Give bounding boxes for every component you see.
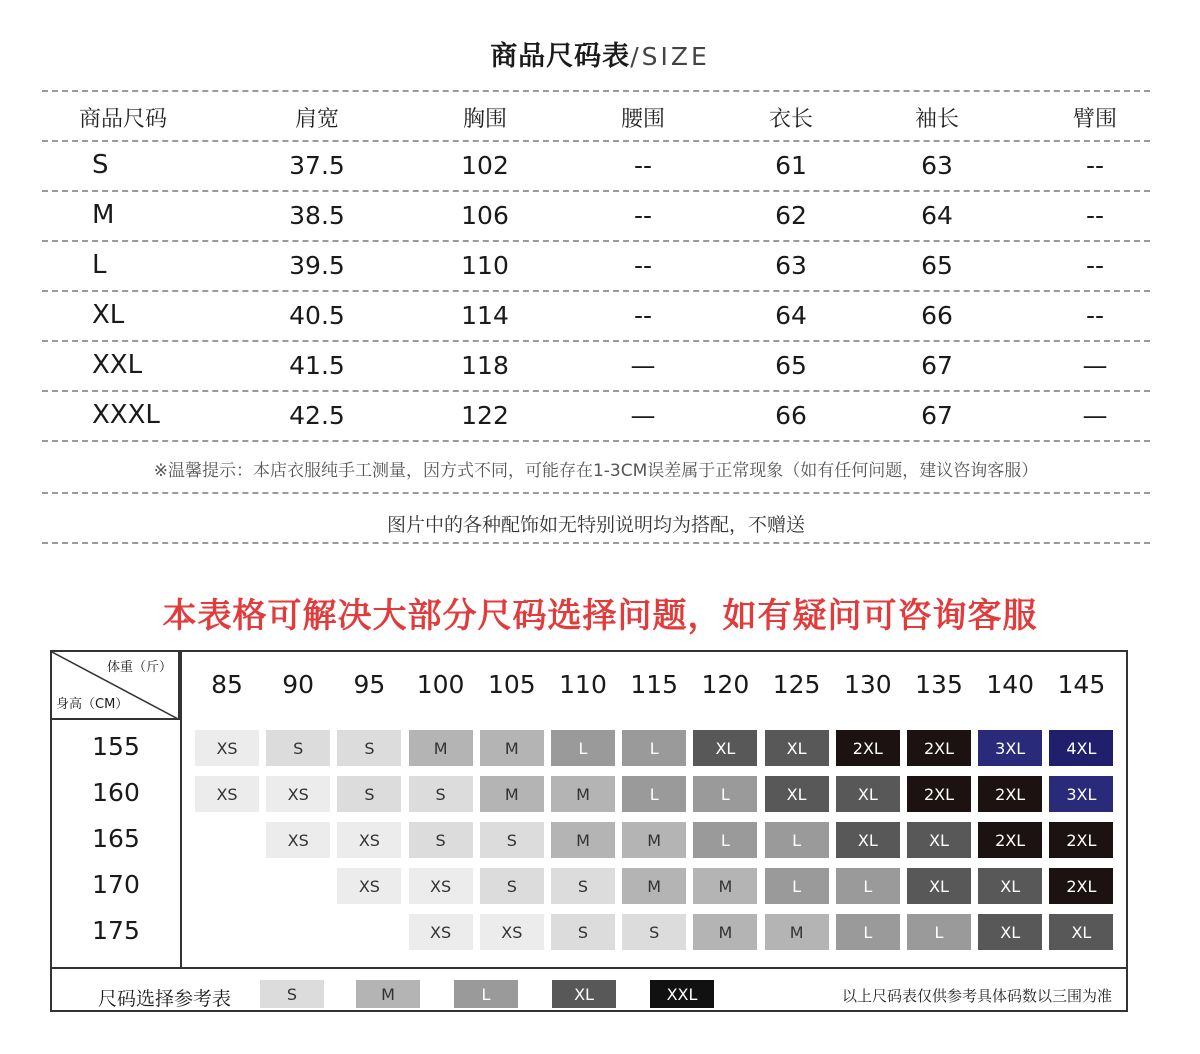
- size-cell: 2XL: [907, 730, 971, 766]
- weight-header: 85: [211, 670, 243, 699]
- size-cell: L: [765, 868, 829, 904]
- size-cell: S: [622, 914, 686, 950]
- divider: [42, 542, 1150, 544]
- table-cell: 63: [775, 250, 807, 280]
- size-cell: XS: [195, 730, 259, 766]
- size-cell: 2XL: [978, 822, 1042, 858]
- column-header: 商品尺码: [78, 106, 167, 132]
- table-cell: 65: [775, 350, 807, 380]
- table-cell: —: [1082, 350, 1108, 380]
- size-cell: L: [836, 868, 900, 904]
- size-cell: 4XL: [1049, 730, 1113, 766]
- table-row: [42, 190, 1150, 240]
- size-cell: 2XL: [907, 776, 971, 812]
- table-cell: —: [1082, 400, 1108, 430]
- table-cell: 42.5: [289, 400, 345, 430]
- size-cell: M: [480, 776, 544, 812]
- accessory-note: 图片中的各种配饰如无特别说明均为搭配，不赠送: [386, 514, 805, 536]
- legend-label: 尺码选择参考表: [98, 988, 232, 1010]
- size-cell: XL: [836, 776, 900, 812]
- table-cell: 66: [775, 400, 807, 430]
- size-cell: XL: [765, 776, 829, 812]
- table-cell: 122: [461, 400, 509, 430]
- weight-header: 115: [630, 670, 679, 699]
- size-cell: M: [409, 730, 473, 766]
- size-cell: S: [409, 822, 473, 858]
- table-row: [42, 290, 1150, 340]
- size-cell: XL: [907, 822, 971, 858]
- legend-swatch: L: [454, 980, 518, 1008]
- divider: [42, 492, 1150, 494]
- table-cell: 65: [921, 250, 953, 280]
- legend-swatch: XL: [552, 980, 616, 1008]
- table-cell: --: [633, 250, 653, 280]
- table-cell: 63: [921, 150, 953, 180]
- size-table-header: [42, 92, 1150, 142]
- table-row: [42, 240, 1150, 290]
- size-cell: L: [693, 776, 757, 812]
- table-cell: 66: [921, 300, 953, 330]
- column-header: 臂围: [1072, 106, 1117, 132]
- table-cell: 40.5: [289, 300, 345, 330]
- size-label: M: [92, 200, 115, 230]
- corner-height-label: 身高（CM）: [56, 697, 129, 712]
- weight-header: 90: [282, 670, 315, 699]
- height-label: 155: [92, 732, 140, 761]
- grid-divider: [180, 652, 182, 967]
- size-cell: XS: [480, 914, 544, 950]
- size-cell: 2XL: [836, 730, 900, 766]
- size-cell: M: [765, 914, 829, 950]
- size-cell: XL: [836, 822, 900, 858]
- size-cell: S: [551, 914, 615, 950]
- table-cell: 67: [921, 350, 953, 380]
- size-cell: 2XL: [1049, 868, 1113, 904]
- size-cell: 2XL: [1049, 822, 1113, 858]
- size-cell: M: [480, 730, 544, 766]
- column-header: 胸围: [462, 106, 507, 132]
- legend-swatch: S: [260, 980, 324, 1008]
- size-cell: L: [765, 822, 829, 858]
- size-label: L: [92, 250, 107, 280]
- size-cell: L: [622, 730, 686, 766]
- size-cell: L: [693, 822, 757, 858]
- table-cell: 67: [921, 400, 953, 430]
- weight-header: 110: [559, 670, 607, 699]
- size-cell: XS: [409, 868, 473, 904]
- banner-text: 本表格可解决大部分尺码选择问题，如有疑问可咨询客服: [162, 596, 1038, 636]
- size-cell: XS: [337, 822, 401, 858]
- weight-header: 125: [772, 670, 821, 699]
- tip-note: ※温馨提示：本店衣服纯手工测量，因方式不同，可能存在1-3CM误差属于正常现象（如有任何问题，建议咨询客服）: [153, 461, 1039, 481]
- size-cell: XS: [266, 776, 330, 812]
- weight-header: 145: [1057, 670, 1106, 699]
- column-header: 腰围: [620, 106, 665, 132]
- weight-header: 130: [843, 670, 892, 699]
- corner-weight-label: 体重（斤）: [106, 660, 172, 675]
- weight-header: 135: [915, 670, 963, 699]
- table-cell: 61: [775, 150, 807, 180]
- size-cell: L: [622, 776, 686, 812]
- table-cell: 39.5: [289, 250, 345, 280]
- table-cell: --: [633, 200, 653, 230]
- size-cell: XS: [195, 776, 259, 812]
- column-header: 肩宽: [294, 106, 339, 132]
- height-label: 170: [92, 870, 140, 899]
- grid-divider: [52, 967, 1126, 969]
- table-cell: --: [1085, 150, 1105, 180]
- table-cell: —: [630, 400, 656, 430]
- table-cell: --: [633, 300, 653, 330]
- height-label: 175: [92, 916, 140, 945]
- size-cell: M: [693, 868, 757, 904]
- size-cell: M: [622, 868, 686, 904]
- size-cell: L: [907, 914, 971, 950]
- table-cell: 102: [461, 150, 509, 180]
- size-cell: XL: [907, 868, 971, 904]
- table-row: [42, 390, 1150, 440]
- size-cell: M: [551, 822, 615, 858]
- size-cell: XS: [266, 822, 330, 858]
- weight-header: 120: [701, 670, 750, 699]
- size-cell: S: [266, 730, 330, 766]
- table-cell: 64: [921, 200, 953, 230]
- size-cell: M: [622, 822, 686, 858]
- table-cell: --: [1085, 300, 1105, 330]
- size-cell: S: [337, 776, 401, 812]
- size-cell: S: [337, 730, 401, 766]
- table-cell: 38.5: [289, 200, 345, 230]
- title-en: SIZE: [641, 42, 710, 71]
- size-cell: S: [551, 868, 615, 904]
- table-cell: --: [1085, 250, 1105, 280]
- weight-header: 95: [353, 670, 386, 699]
- legend-swatch: XXL: [650, 980, 714, 1008]
- table-cell: --: [1085, 200, 1105, 230]
- size-cell: L: [836, 914, 900, 950]
- size-cell: S: [480, 868, 544, 904]
- legend-swatch: M: [356, 980, 420, 1008]
- size-cell: XL: [693, 730, 757, 766]
- divider: [42, 440, 1150, 442]
- table-cell: 114: [461, 300, 509, 330]
- table-cell: 64: [775, 300, 807, 330]
- legend-footnote: 以上尺码表仅供参考具体码数以三围为准: [841, 987, 1112, 1005]
- weight-header: 105: [487, 670, 536, 699]
- table-cell: --: [633, 150, 653, 180]
- table-cell: 41.5: [289, 350, 345, 380]
- size-cell: L: [551, 730, 615, 766]
- page-title: [0, 34, 1200, 73]
- size-label: XL: [92, 300, 125, 330]
- size-label: XXL: [92, 350, 143, 380]
- weight-header: 100: [416, 670, 465, 699]
- table-row: [42, 140, 1150, 190]
- size-cell: M: [693, 914, 757, 950]
- table-cell: 62: [775, 200, 807, 230]
- title-sep: /: [630, 42, 642, 71]
- size-cell: 2XL: [978, 776, 1042, 812]
- size-cell: S: [409, 776, 473, 812]
- size-label: XXXL: [92, 400, 160, 430]
- table-cell: 110: [461, 250, 509, 280]
- table-row: [42, 340, 1150, 390]
- size-cell: 3XL: [1049, 776, 1113, 812]
- height-label: 160: [92, 778, 140, 807]
- weight-header: 140: [986, 670, 1035, 699]
- height-label: 165: [92, 824, 140, 853]
- table-cell: 37.5: [289, 150, 345, 180]
- size-cell: XL: [765, 730, 829, 766]
- size-cell: S: [480, 822, 544, 858]
- size-cell: XL: [978, 868, 1042, 904]
- table-cell: 106: [461, 200, 509, 230]
- size-reference-chart: [50, 650, 1128, 1012]
- size-cell: 3XL: [978, 730, 1042, 766]
- table-cell: —: [630, 350, 656, 380]
- title-cn: 商品尺码表: [490, 41, 631, 72]
- column-header: 衣长: [768, 106, 813, 132]
- size-cell: XS: [337, 868, 401, 904]
- size-cell: XL: [978, 914, 1042, 950]
- corner-header: [52, 652, 180, 720]
- table-cell: 118: [461, 350, 509, 380]
- column-header: 袖长: [914, 106, 959, 132]
- size-cell: M: [551, 776, 615, 812]
- size-cell: XL: [1049, 914, 1113, 950]
- size-cell: XS: [409, 914, 473, 950]
- size-label: S: [92, 150, 109, 180]
